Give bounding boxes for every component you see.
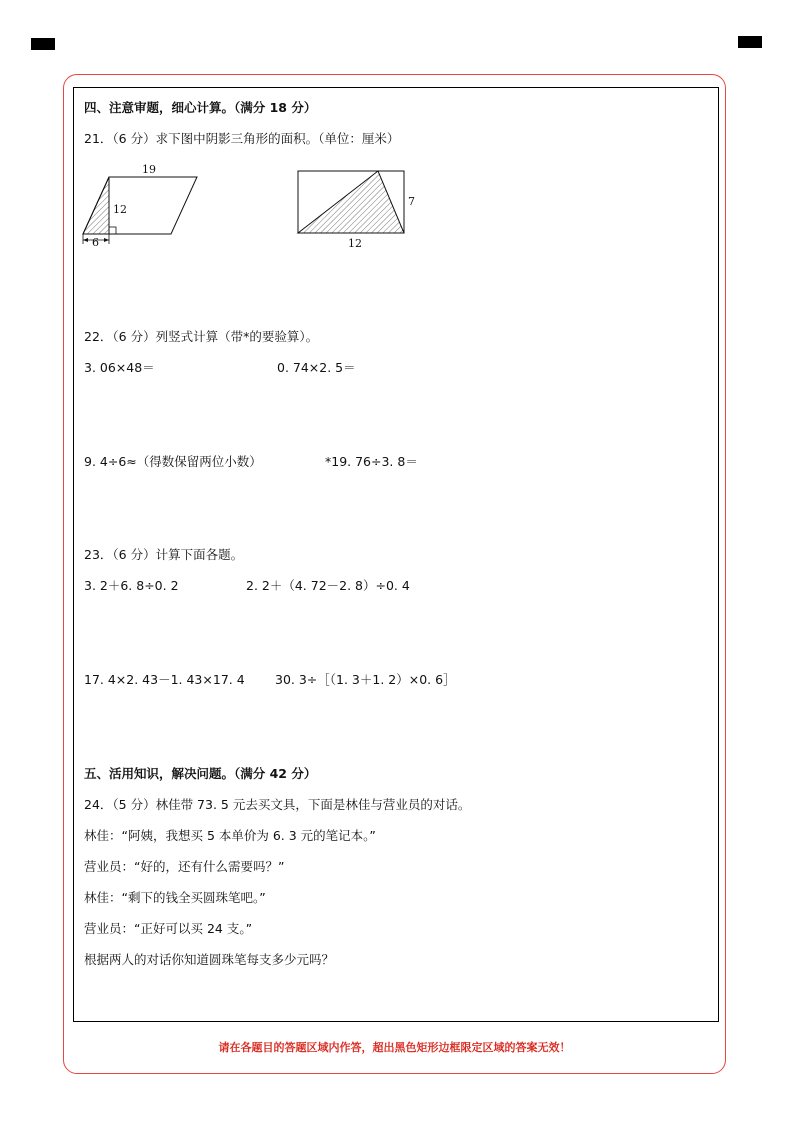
- section-5-heading: 五、活用知识，解决问题。（满分 42 分）: [84, 766, 317, 781]
- alignment-mark-right: [738, 36, 762, 48]
- q24-line-5: 营业员：“正好可以买 24 支。”: [84, 921, 253, 936]
- q23-item-3: 17. 4×2. 43－1. 43×17. 4: [84, 672, 245, 687]
- fig2-label-base: 12: [348, 237, 362, 250]
- alignment-mark-left: [31, 38, 55, 50]
- q22-item-2: 0. 74×2. 5＝: [277, 360, 356, 375]
- q22-prompt: 22．（6 分）列竖式计算（带*的要验算）。: [84, 329, 319, 344]
- q22-item-3: 9. 4÷6≈（得数保留两位小数）: [84, 454, 262, 469]
- q22-item-1: 3. 06×48＝: [84, 360, 155, 375]
- q24-line-2: 林佳：“阿姨，我想买 5 本单价为 6. 3 元的笔记本。”: [84, 828, 376, 843]
- q23-item-4: 30. 3÷［（1. 3＋1. 2）×0. 6］: [275, 672, 456, 687]
- section-4-heading: 四、注意审题，细心计算。（满分 18 分）: [84, 100, 317, 115]
- footer-warning: 请在各题目的答题区域内作答，超出黑色矩形边框限定区域的答案无效！: [218, 1041, 571, 1054]
- fig1-label-top: 19: [142, 163, 156, 176]
- q24-line-1: 24．（5 分）林佳带 73. 5 元去买文具，下面是林佳与营业员的对话。: [84, 797, 471, 812]
- q21-prompt: 21．（6 分）求下图中阴影三角形的面积。（单位：厘米）: [84, 131, 400, 146]
- q21-figure-parallelogram: [78, 158, 208, 250]
- q23-item-2: 2. 2＋（4. 72－2. 8）÷0. 4: [246, 578, 410, 593]
- fig1-label-base: 6: [92, 236, 99, 249]
- q24-line-3: 营业员：“好的，还有什么需要吗？”: [84, 859, 285, 874]
- q23-item-1: 3. 2＋6. 8÷0. 2: [84, 578, 179, 593]
- q24-line-6: 根据两人的对话你知道圆珠笔每支多少元吗？: [84, 952, 335, 967]
- shaded-triangle-2: [298, 171, 404, 233]
- q24-line-4: 林佳：“剩下的钱全买圆珠笔吧。”: [84, 890, 266, 905]
- q21-figure-rectangle: [292, 165, 424, 253]
- q22-item-4: *19. 76÷3. 8＝: [325, 454, 418, 469]
- fig2-label-side: 7: [408, 195, 415, 208]
- q23-prompt: 23．（6 分）计算下面各题。: [84, 547, 244, 562]
- fig1-label-height: 12: [113, 203, 127, 216]
